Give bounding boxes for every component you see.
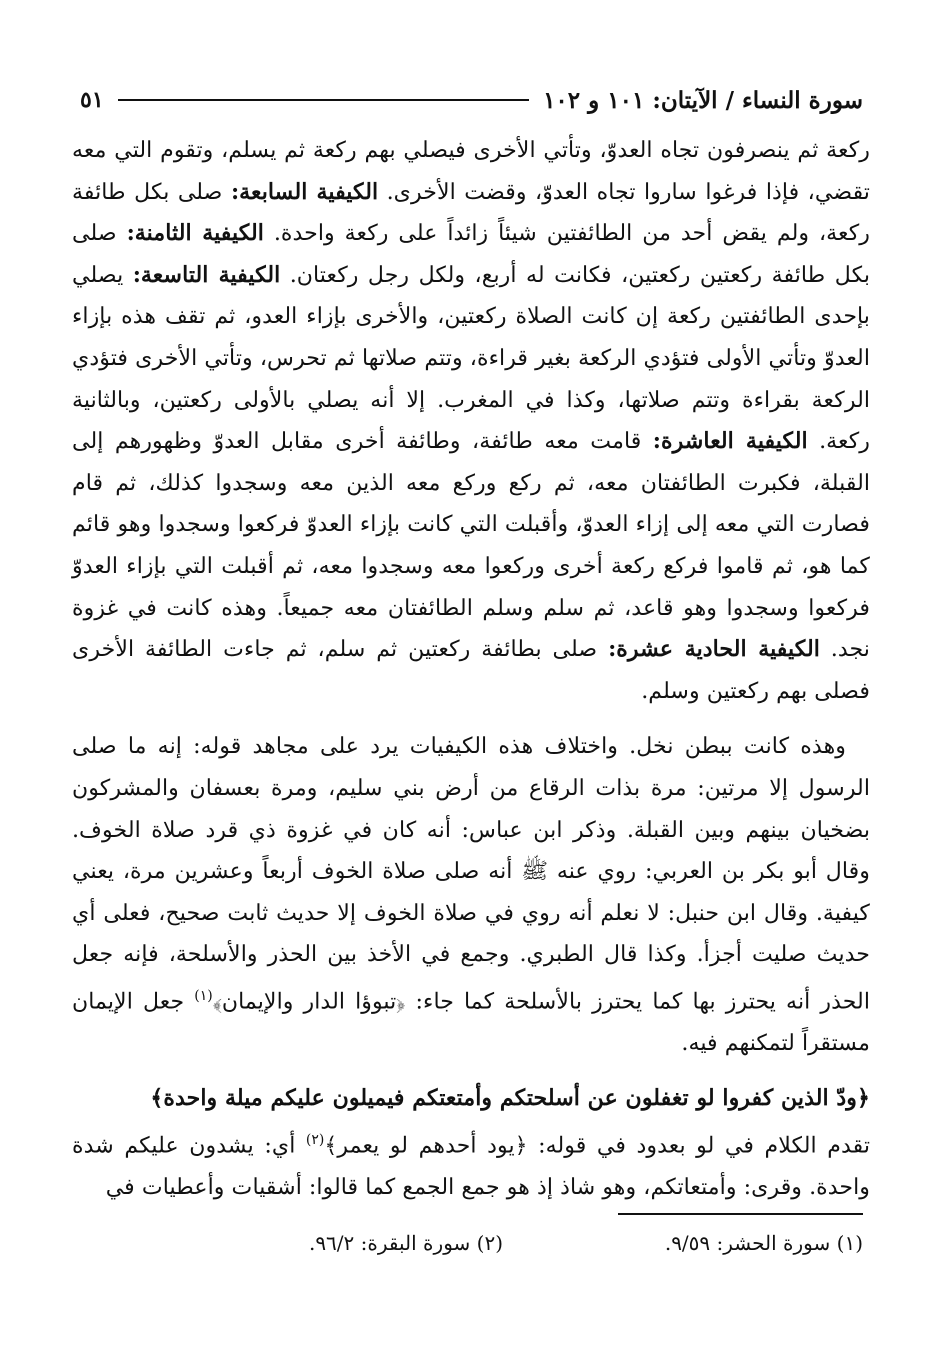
- p4-text-1: تقدم الكلام في لو بعدود في قوله:: [538, 1132, 870, 1159]
- footnotes: [103, 1228, 863, 1258]
- p4-quote: ﴿يود أحدهم لو يعمر﴾: [324, 1132, 528, 1159]
- header-title: سورة النساء / الآيتان: ١٠١ و ١٠٢: [543, 86, 863, 114]
- footnote-ref-2: (٢): [305, 1132, 325, 1149]
- p1-text-3: صلى بكل طائفة ركعتين ركعتين، فكانت له أربع، ولكل رجل ركعتان.: [72, 220, 870, 288]
- p2-quote: ﴿تبوؤا الدار والإيمان﴾: [212, 988, 406, 1015]
- kayfiya-11-label: الكيفية الحادية عشرة:: [608, 636, 820, 663]
- page-header: [80, 80, 863, 120]
- p1-text-5: قامت معه طائفة، وطائفة أخرى مقابل العدوّ وظهورهم إلى القبلة، فكبرت الطائفتان معه، ثم ركع وركع معه الذين معه وسجدوا كذلك، ثم قام فصارت التي معه إلى إزاء العدوّ، وأقبلت التي كانت بإزاء العدوّ فركعوا وسجدوا وهو قائم كما هو، ثم قاموا فركع ركعة أخرى وركعوا معه وسجدوا معه، ثم أقبلت التي بإزاء العدوّ فركعوا وسجدوا وهو قاعد، ثم سلم وسلم الطائفتان معه جميعاً. وهذه كانت في غزوة نجد.: [72, 428, 870, 663]
- verse-text: ﴿ودّ الذين كفروا لو تغفلون عن أسلحتكم وأمتعتكم فيميلون عليكم ميلة واحدة﴾: [150, 1085, 870, 1112]
- footnote-2: (٢) سورة البقرة: ٩٦/٢.: [308, 1231, 503, 1255]
- p1-text-1: ركعة ثم ينصرفون تجاه العدوّ، وتأتي الأخرى فيصلي بهم ركعة ثم يسلم، وتقوم التي معه تقضي، فإذا فرغوا ساروا تجاه العدوّ، وقضت الأخرى.: [72, 137, 870, 205]
- kayfiya-8-label: الكيفية الثامنة:: [126, 220, 264, 247]
- p1-text-4: يصلي بإحدى الطائفتين ركعة إن كانت الصلاة ركعتين، والأخرى بإزاء العدو، ثم تقف هذه بإزاء العدوّ وتأتي الأولى فتؤدي الركعة بغير قراءة، وتتم صلاتها ثم تحرس، وتأتي الأخرى فتؤدي الركعة بقراءة وتتم صلاتها، وكذا في المغرب. إلا أنه يصلي بالأولى ركعتين، وبالثانية ركعة.: [72, 261, 871, 455]
- header-rule: [118, 99, 529, 101]
- p2-text-1: وهذه كانت ببطن نخل. واختلاف هذه الكيفيات يرد على مجاهد قوله: إنه ما صلى الرسول إلا مرتين: مرة بذات الرقاع من أرض بني سليم، ومرة بعسفان والمشركون بضخيان بينهم وبين القبلة. وذكر ابن عباس: أنه كان في غزوة ذي قرد صلاة الخوف. وقال أبو بكر بن العربي: روي عنه ﷺ أنه صلى صلاة الخوف أربعاً وعشرين مرة، يعني كيفية. وقال ابن حنبل: لا نعلم أنه روي في صلاة الخوف إلا حديث ثابت صحيح، فعلى أي حديث صليت أجزأ. وكذا قال الطبري. وجمع في الأخذ بين الحذر والأسلحة، فإنه جعل الحذر أنه يحترز بها كما يحترز بالأسلحة كما جاء:: [72, 733, 870, 1015]
- paragraph-2: [72, 726, 870, 1064]
- footnote-ref-1: (١): [194, 987, 213, 1004]
- kayfiya-7-label: الكيفية السابعة:: [230, 178, 379, 205]
- p1-text-6: صلى بطائفة ركعتين ثم سلم، ثم جاءت الطائفة الأخرى فصلى بهم ركعتين وسلم.: [72, 636, 870, 704]
- main-text: [72, 130, 870, 1209]
- p2-text-2: جعل الإيمان مستقراً لتمكنهم فيه.: [72, 988, 870, 1056]
- verse-heading: [72, 1078, 870, 1120]
- footnote-separator: [618, 1213, 863, 1215]
- kayfiya-10-label: الكيفية العاشرة:: [652, 428, 808, 455]
- paragraph-1: [72, 130, 870, 712]
- kayfiya-9-label: الكيفية التاسعة:: [132, 261, 281, 288]
- page-number: ٥١: [80, 87, 104, 113]
- paragraph-4: [72, 1120, 870, 1209]
- footnote-1: (١) سورة الحشر: ٩/٥٩.: [664, 1231, 863, 1255]
- p4-text-2: أي: يشدون عليكم شدة واحدة. وقرى: وأمتعاتكم، وهو شاذ إذ هو جمع الجمع كما قالوا: أشقيات وأعطيات في: [72, 1132, 870, 1201]
- p1-text-2: صلى بكل طائفة ركعة، ولم يقض أحد من الطائفتين شيئاً زائداً على ركعة واحدة.: [72, 178, 870, 247]
